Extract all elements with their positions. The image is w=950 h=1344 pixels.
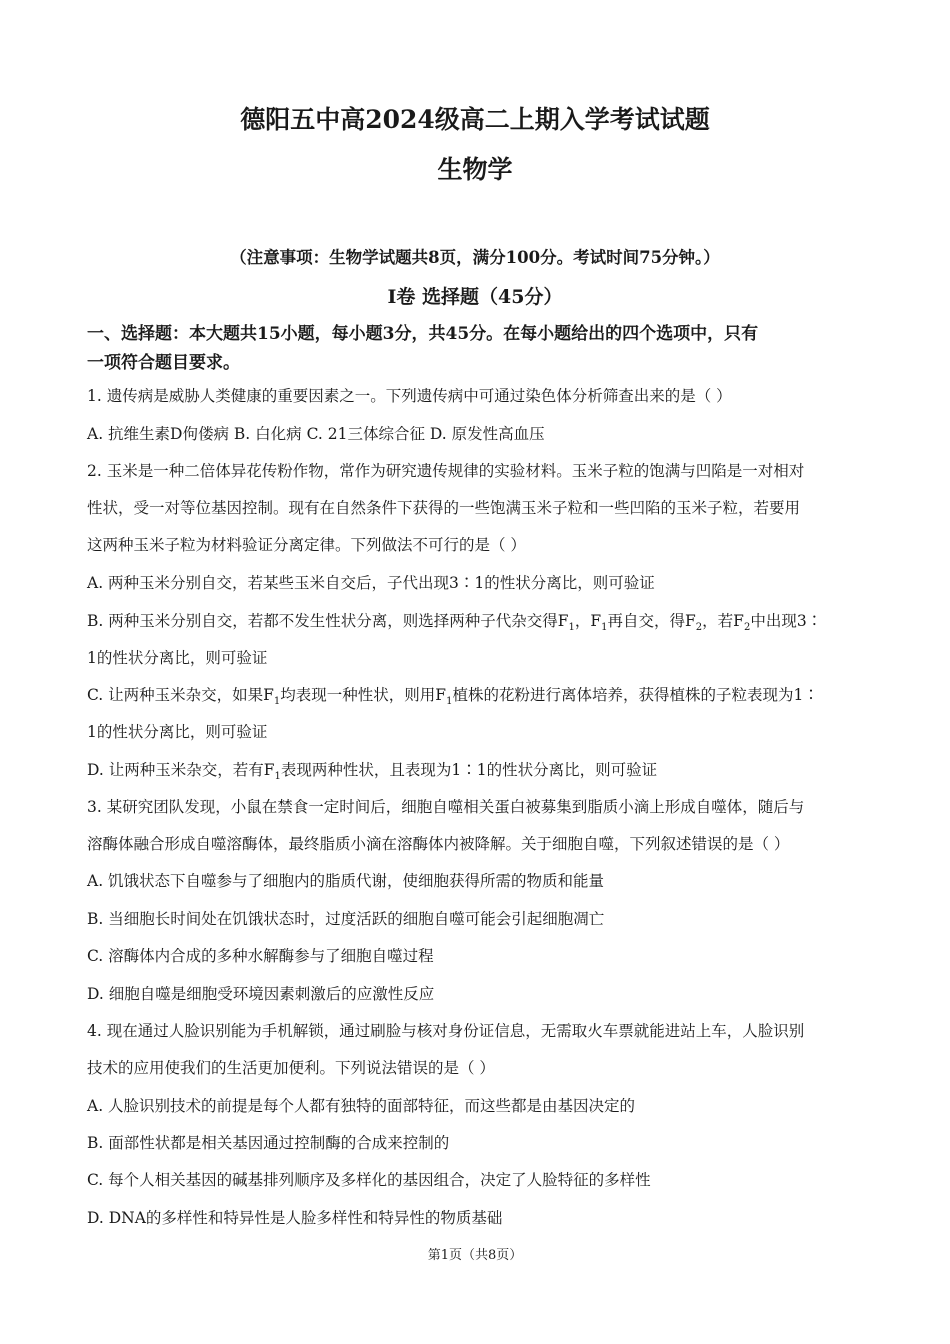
text-span: 均表现一种性状，则用F (280, 686, 447, 704)
q4-option-a: A. 人脸识别技术的前提是每个人都有独特的面部特征，而这些都是由基因决定的 (87, 1097, 636, 1115)
subscript: 1 (273, 696, 281, 708)
q2-stem-line-3: 这两种玉米子粒为材料验证分离定律。下列做法不可行的是（ ） (87, 536, 526, 554)
q1-options: A. 抗维生素D佝偻病 B. 白化病 C. 21三体综合征 D. 原发性高血压 (87, 425, 545, 443)
q3-stem-line-2: 溶酶体融合形成自噬溶酶体，最终脂质小滴在溶酶体内被降解。关于细胞自噬，下列叙述错误的是（ ） (87, 835, 790, 853)
q4-stem-line-1: 4. 现在通过人脸识别能为手机解锁，通过刷脸与核对身份证信息，无需取火车票就能进站上车，人脸识别 (87, 1022, 805, 1040)
q3-option-c: C. 溶酶体内合成的多种水解酶参与了细胞自噬过程 (87, 947, 434, 965)
q2-option-b-line-2: 1的性状分离比，则可验证 (87, 649, 268, 667)
q3-stem-line-1: 3. 某研究团队发现，小鼠在禁食一定时间后，细胞自噬相关蛋白被募集到脂质小滴上形成自噬体，随后与 (87, 798, 805, 816)
exam-title: 德阳五中高2024级高二上期入学考试试题 (240, 105, 710, 134)
text-span: 表现两种性状，且表现为1∶1的性状分离比，则可验证 (280, 761, 658, 779)
text-span: C. 让两种玉米杂交，如果F (87, 686, 274, 704)
part-heading: I卷 选择题（45分） (387, 286, 563, 308)
text-span: B. 两种玉米分别自交，若都不发生性状分离，则选择两种子代杂交得F (87, 612, 569, 630)
page-number: 第1页（共8页） (427, 1248, 523, 1263)
q3-option-d: D. 细胞自噬是细胞受环境因素刺激后的应激性反应 (87, 985, 435, 1003)
section-instructions (87, 320, 877, 378)
q4-option-b: B. 面部性状都是相关基因通过控制酶的合成来控制的 (87, 1134, 450, 1152)
subscript: 2 (695, 622, 703, 634)
q2-option-d (87, 760, 657, 787)
text-span: 再自交，得F (607, 612, 696, 630)
q2-option-a: A. 两种玉米分别自交，若某些玉米自交后，子代出现3∶1的性状分离比，则可验证 (87, 574, 655, 592)
text-span: ，F (574, 612, 602, 630)
subject-title: 生物学 (437, 155, 513, 184)
exam-notice: （注意事项：生物学试题共8页，满分100分。考试时间75分钟。） (230, 248, 720, 267)
q2-option-b-line-1 (87, 611, 822, 638)
q3-option-a: A. 饥饿状态下自噬参与了细胞内的脂质代谢，使细胞获得所需的物质和能量 (87, 872, 605, 890)
section-line-2: 一项符合题目要求。 (87, 353, 240, 373)
q4-option-c: C. 每个人相关基因的碱基排列顺序及多样化的基因组合，决定了人脸特征的多样性 (87, 1171, 651, 1189)
q2-option-c-line-2: 1的性状分离比，则可验证 (87, 723, 268, 741)
text-span: 植株的花粉进行离体培养，获得植株的子粒表现为1∶ (452, 686, 819, 704)
q2-option-c-line-1 (87, 685, 819, 712)
subscript: 1 (568, 622, 575, 634)
q4-option-d: D. DNA的多样性和特异性是人脸多样性和特异性的物质基础 (87, 1209, 503, 1227)
q1-stem: 1. 遗传病是威胁人类健康的重要因素之一。下列遗传病中可通过染色体分析筛查出来的是（ ） (87, 387, 732, 405)
text-span: D. 让两种玉米杂交，若有F (87, 761, 275, 779)
section-line-1: 一、选择题：本大题共15小题，每小题3分，共45分。在每小题给出的四个选项中，只有 (87, 324, 759, 344)
q4-stem-line-2: 技术的应用使我们的生活更加便利。下列说法错误的是（ ） (87, 1059, 495, 1077)
subscript: 1 (446, 696, 453, 708)
q2-stem-line-2: 性状，受一对等位基因控制。现有在自然条件下获得的一些饱满玉米子粒和一些凹陷的玉米子粒，若要用 (87, 499, 801, 517)
subscript: 2 (743, 622, 751, 634)
subscript: 1 (274, 771, 281, 783)
text-span: ，若F (702, 612, 744, 630)
text-span: 中出现3∶ (750, 612, 823, 630)
q3-option-b: B. 当细胞长时间处在饥饿状态时，过度活跃的细胞自噬可能会引起细胞凋亡 (87, 910, 605, 928)
q2-stem-line-1: 2. 玉米是一种二倍体异花传粉作物，常作为研究遗传规律的实验材料。玉米子粒的饱满与凹陷是一对相对 (87, 462, 805, 480)
subscript: 1 (601, 622, 608, 634)
